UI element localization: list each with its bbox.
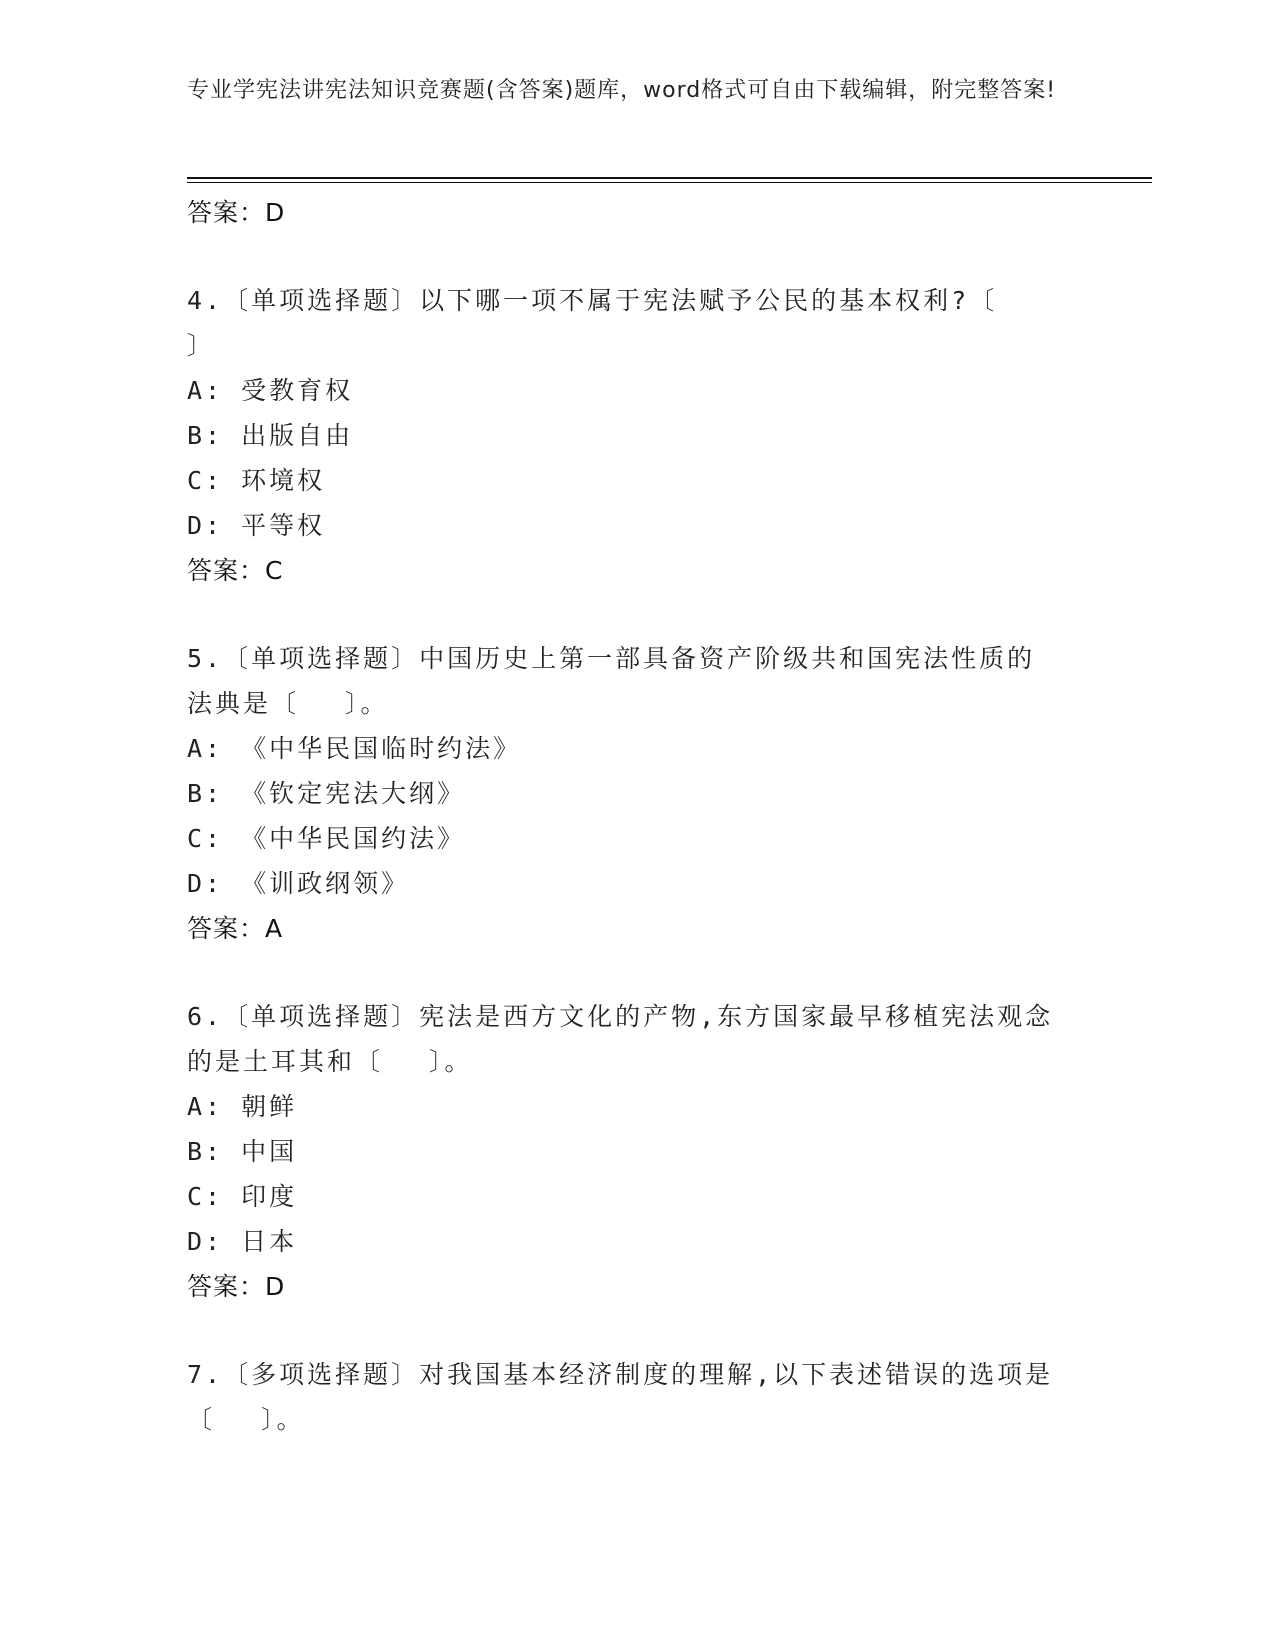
- question-5-option-a: A: 《中华民国临时约法》: [187, 734, 522, 763]
- question-6-option-a: A: 朝鲜: [187, 1092, 298, 1121]
- question-6-stem-line-2: 的是土耳其和〔 〕。: [187, 1047, 473, 1076]
- question-6-option-d: D: 日本: [187, 1227, 298, 1256]
- question-7: [187, 1352, 1087, 1442]
- question-5: [187, 636, 1087, 951]
- question-6-stem-line-1: 6.〔单项选择题〕宪法是西方文化的产物,东方国家最早移植宪法观念: [187, 1002, 1054, 1031]
- question-5-stem-line-2: 法典是〔 〕。: [187, 689, 389, 718]
- question-4-answer: 答案：C: [187, 556, 284, 585]
- header-divider-thick: [187, 177, 1152, 179]
- question-5-answer: 答案：A: [187, 914, 284, 943]
- question-4-stem-line-2: 〕: [187, 331, 216, 360]
- question-6-option-b: B: 中国: [187, 1137, 298, 1166]
- question-5-stem-line-1: 5.〔单项选择题〕中国历史上第一部具备资产阶级共和国宪法性质的: [187, 644, 1036, 673]
- question-list: [187, 188, 1087, 1442]
- question-4: [187, 278, 1087, 593]
- question-5-option-c: C: 《中华民国约法》: [187, 824, 466, 853]
- question-5-option-d: D: 《训政纲领》: [187, 869, 410, 898]
- question-4-option-b: B: 出版自由: [187, 421, 354, 450]
- question-6-option-c: C: 印度: [187, 1182, 298, 1211]
- question-4-option-a: A: 受教育权: [187, 376, 354, 405]
- question-4-option-d: D: 平等权: [187, 511, 326, 540]
- question-7-stem-line-2: 〔 〕。: [187, 1405, 305, 1434]
- question-6-answer: 答案：D: [187, 1272, 286, 1301]
- header-divider-thin: [187, 182, 1152, 183]
- question-6: [187, 994, 1087, 1309]
- question-4-stem-line-1: 4.〔单项选择题〕以下哪一项不属于宪法赋予公民的基本权利?〔: [187, 286, 998, 315]
- question-7-stem-line-1: 7.〔多项选择题〕对我国基本经济制度的理解,以下表述错误的选项是: [187, 1360, 1054, 1389]
- question-5-option-b: B: 《钦定宪法大纲》: [187, 779, 466, 808]
- document-header: 专业学宪法讲宪法知识竞赛题(含答案)题库，word格式可自由下载编辑，附完整答案!: [187, 78, 1057, 103]
- question-4-option-c: C: 环境权: [187, 466, 326, 495]
- previous-question-answer: 答案：D: [187, 198, 286, 227]
